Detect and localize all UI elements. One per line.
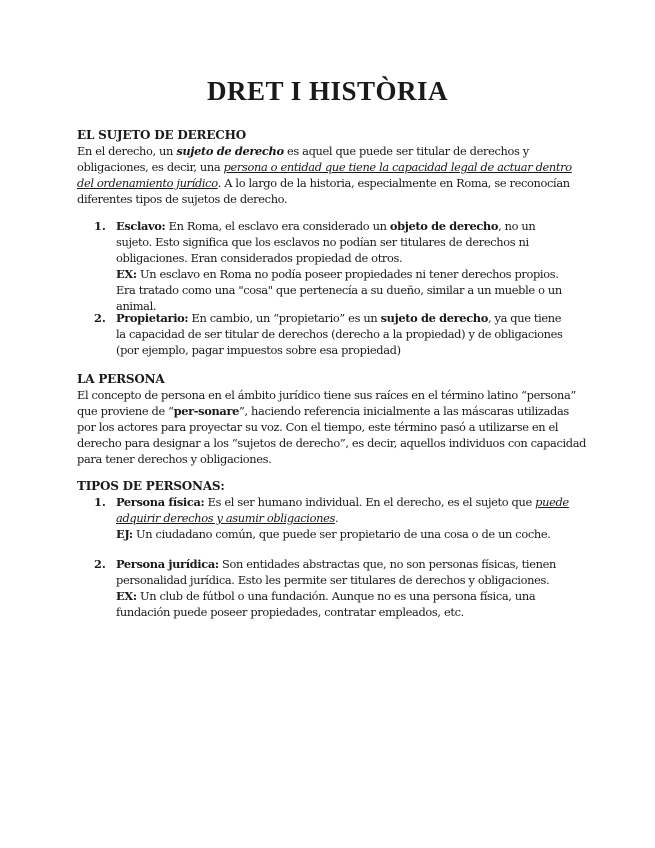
- text-run: En Roma, el esclavo era considerado un: [165, 219, 390, 233]
- section-sujeto-de-derecho: [77, 127, 587, 207]
- list-item-text: [116, 494, 571, 526]
- list-number: 1.: [94, 219, 106, 233]
- text-run: , ya que tiene la capacidad de ser titular de derechos (derecho a la propiedad) y de obligaciones (por ejemplo, pagar impuestos sobre esa propiedad): [116, 311, 563, 357]
- list-item-body: [116, 556, 571, 620]
- text-run: ”, haciendo referencia inicialmente a las máscaras utilizadas por los actores para proyectar su voz. Con el tiempo, este término pasó a utilizarse en el derecho para designar a los “sujetos de derecho”, es decir, aquellos individuos con capacidad para tener derechos y obligaciones.: [77, 404, 587, 466]
- list-item-text: [116, 310, 571, 358]
- section-heading: LA PERSONA: [77, 372, 165, 386]
- list-term: Persona jurídica:: [116, 557, 219, 571]
- list-number: 2.: [94, 311, 106, 325]
- section-la-persona: [77, 371, 587, 467]
- bold-text: objeto de derecho: [389, 219, 499, 233]
- example-label: EX:: [116, 267, 137, 281]
- example-text: [116, 526, 571, 542]
- section-heading: EL SUJETO DE DERECHO: [77, 128, 247, 142]
- list-item-body: [116, 310, 571, 358]
- underlined-definition: persona o entidad que tiene la capacidad legal de actuar dentro del ordenamiento jurídico: [77, 160, 572, 190]
- emphasis-text: sujeto de derecho: [176, 144, 284, 158]
- example-text: [116, 588, 571, 620]
- text-run: , no un sujeto. Esto significa que los esclavos no podían ser titulares de derechos ni obligaciones. Eran considerados propiedad de otros.: [116, 219, 536, 265]
- list-item-text: [116, 218, 571, 266]
- text-run: Un esclavo en Roma no podía poseer propiedades ni tener derechos propios. Era tratado como una "cosa" que pertenecía a su dueño, similar a un mueble o un animal.: [116, 267, 562, 313]
- list-item-body: [116, 218, 571, 314]
- list-number: 1.: [94, 495, 106, 509]
- list-item-body: [116, 494, 571, 542]
- section-tipos-de-personas: [77, 478, 587, 494]
- text-run: . A lo largo de la historia, especialmente en Roma, se reconocían diferentes tipos de sujetos de derecho.: [77, 176, 570, 206]
- text-run: El concepto de persona en el ámbito jurídico tiene sus raíces en el término latino “persona” que proviene de “: [77, 388, 576, 418]
- text-run: es aquel que puede ser titular de derechos y obligaciones, es decir, una: [77, 144, 529, 174]
- section-paragraph: [77, 143, 587, 207]
- example-label: EJ:: [116, 527, 133, 541]
- text-run: Un club de fútbol o una fundación. Aunque no es una persona física, una fundación puede poseer propiedades, contratar empleados, etc.: [116, 589, 536, 619]
- bold-text: sujeto de derecho: [380, 311, 488, 325]
- text-run: En el derecho, un: [77, 144, 177, 158]
- text-run: En cambio, un “propietario” es un: [188, 311, 381, 325]
- text-run: Un ciudadano común, que puede ser propietario de una cosa o de un coche.: [132, 527, 551, 541]
- text-run: Es el ser humano individual. En el derecho, es el sujeto que: [204, 495, 536, 509]
- section-paragraph: [77, 387, 587, 467]
- section-heading: TIPOS DE PERSONAS:: [77, 479, 225, 493]
- underlined-text: puede adquirir derechos y asumir obligaciones: [116, 495, 569, 525]
- list-term: Persona física:: [116, 495, 205, 509]
- text-run: .: [334, 511, 339, 525]
- list-number: 2.: [94, 557, 106, 571]
- example-text: [116, 266, 571, 314]
- list-term: Esclavo:: [116, 219, 166, 233]
- text-run: Son entidades abstractas que, no son personas físicas, tienen personalidad jurídica. Esto les permite ser titulares de derechos y obligaciones.: [116, 557, 556, 587]
- page-title: DRET I HISTÒRIA: [206, 76, 449, 106]
- example-label: EX:: [116, 589, 137, 603]
- list-term: Propietario:: [116, 311, 189, 325]
- bold-text: per-sonare: [173, 404, 240, 418]
- list-item-text: [116, 556, 571, 588]
